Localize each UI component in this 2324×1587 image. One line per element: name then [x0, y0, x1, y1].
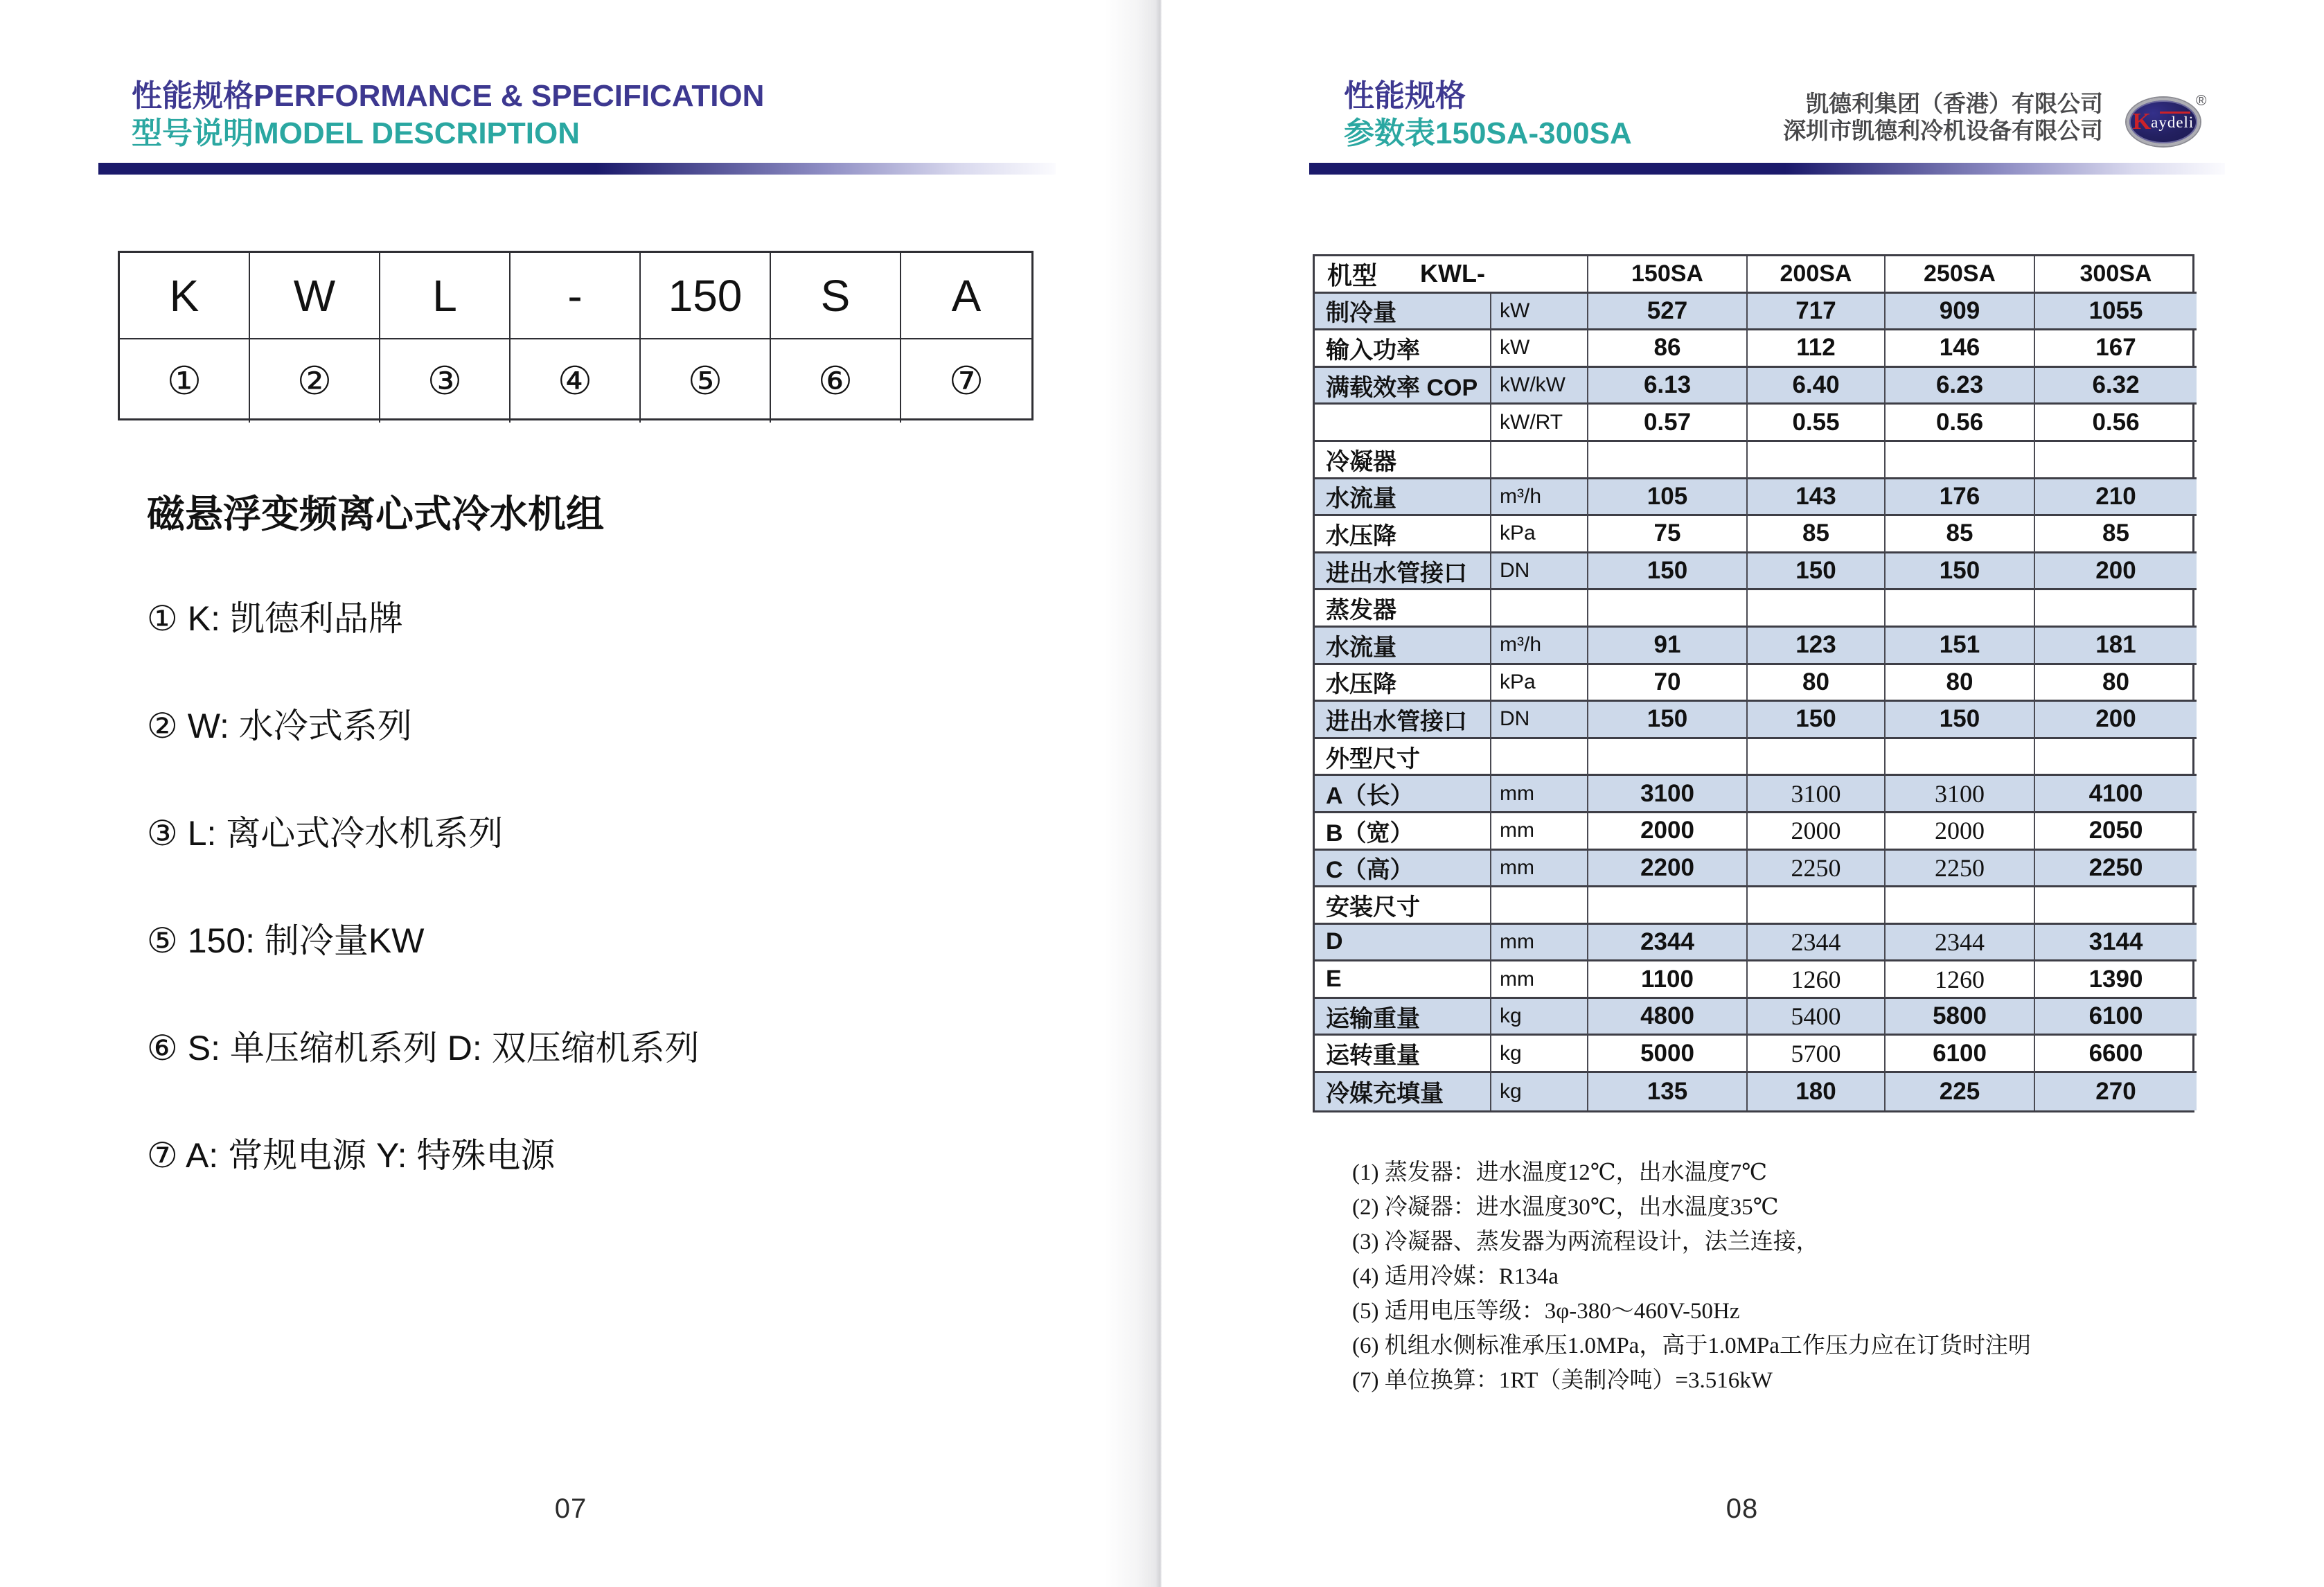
spec-value-cell: 80	[1748, 665, 1886, 702]
spec-value-cell	[1748, 590, 1886, 628]
spec-value-cell: 2200	[1588, 851, 1748, 888]
spec-row-label: 满载效率 COP	[1315, 368, 1491, 405]
spec-value-cell: 86	[1588, 330, 1748, 368]
spec-row-label: 冷媒充填量	[1315, 1073, 1491, 1110]
spec-row-unit: mm	[1491, 813, 1588, 851]
spec-value-cell: 4800	[1588, 999, 1748, 1036]
spec-value-cell: 150	[1588, 702, 1748, 739]
spec-value-cell: 75	[1588, 516, 1748, 553]
spec-value-cell: 2050	[2035, 813, 2197, 851]
spec-value-cell: 1260	[1886, 961, 2035, 999]
spec-row-label: E	[1315, 961, 1491, 999]
spec-value-cell: 3100	[1748, 776, 1886, 813]
model-code-cell: A	[901, 253, 1031, 339]
left-header-rule	[98, 163, 1056, 175]
spec-value-cell: 112	[1748, 330, 1886, 368]
spec-value-cell: 150	[1886, 702, 2035, 739]
spec-value-cell: 150	[1588, 553, 1748, 591]
spec-row-unit: mm	[1491, 961, 1588, 999]
spec-value-cell: 1100	[1588, 961, 1748, 999]
page-spine-divider	[1104, 0, 1164, 1587]
spec-row-unit	[1491, 442, 1588, 479]
spec-value-cell: 105	[1588, 479, 1748, 517]
model-index-cell: ⑦	[948, 359, 984, 402]
spec-value-cell: 2250	[1748, 851, 1886, 888]
spec-row-unit: kW/kW	[1491, 368, 1588, 405]
spec-value-cell: 3100	[1588, 776, 1748, 813]
spec-value-cell: 210	[2035, 479, 2197, 517]
spec-value-cell	[1588, 887, 1748, 925]
spec-row-unit	[1491, 590, 1588, 628]
left-header-line2: 型号说明MODEL DESCRIPTION	[132, 116, 580, 150]
kaydeli-logo	[2127, 98, 2200, 146]
spec-footnotes	[1352, 1155, 2280, 1398]
spec-value-cell	[1886, 590, 2035, 628]
spec-header-column: 150SA	[1588, 256, 1748, 294]
spec-row-label: 运转重量	[1315, 1036, 1491, 1073]
spec-row-label	[1315, 405, 1491, 442]
spec-value-cell: 200	[2035, 553, 2197, 591]
spec-value-cell: 6.23	[1886, 368, 2035, 405]
spec-row-label: D	[1315, 925, 1491, 962]
spec-value-cell: 2000	[1588, 813, 1748, 851]
spec-value-cell: 5700	[1748, 1036, 1886, 1073]
spec-value-cell	[1588, 590, 1748, 628]
spec-header-column: 200SA	[1748, 256, 1886, 294]
spec-value-cell: 167	[2035, 330, 2197, 368]
spec-row-label: 安装尺寸	[1315, 887, 1491, 925]
spec-value-cell: 2344	[1748, 925, 1886, 962]
spec-value-cell: 146	[1886, 330, 2035, 368]
spec-value-cell: 2344	[1886, 925, 2035, 962]
spec-value-cell: 6600	[2035, 1036, 2197, 1073]
spec-row-unit: mm	[1491, 851, 1588, 888]
model-description-item: ⑥ S: 单压缩机系列 D: 双压缩机系列	[147, 1029, 700, 1067]
spec-row-unit: kW	[1491, 330, 1588, 368]
spec-row-unit: kg	[1491, 999, 1588, 1036]
company-line2: 深圳市凯德利冷机设备有限公司	[1783, 118, 2103, 143]
spec-header-model-cell: 机型 KWL-	[1315, 256, 1588, 294]
spec-value-cell: 1055	[2035, 294, 2197, 331]
spec-value-cell: 717	[1748, 294, 1886, 331]
spec-value-cell	[2035, 887, 2197, 925]
model-code-cell: L	[380, 253, 511, 339]
spec-row-unit: mm	[1491, 776, 1588, 813]
spec-row-label: C（高）	[1315, 851, 1491, 888]
logo-letter-k: K	[2132, 109, 2152, 134]
spec-row-label: 输入功率	[1315, 330, 1491, 368]
spec-row-label: 水流量	[1315, 628, 1491, 665]
model-code-cell: -	[511, 253, 641, 339]
spec-value-cell: 85	[1886, 516, 2035, 553]
spec-row-unit: kg	[1491, 1036, 1588, 1073]
spec-value-cell: 3144	[2035, 925, 2197, 962]
spec-value-cell: 5800	[1886, 999, 2035, 1036]
spec-value-cell: 85	[1748, 516, 1886, 553]
spec-value-cell: 143	[1748, 479, 1886, 517]
footnote-line: (4) 适用冷媒：R134a	[1352, 1264, 1559, 1289]
spec-value-cell	[2035, 442, 2197, 479]
spec-value-cell: 2344	[1588, 925, 1748, 962]
spec-row-label: 进出水管接口	[1315, 553, 1491, 591]
model-code-table	[118, 251, 1034, 420]
spec-value-cell: 527	[1588, 294, 1748, 331]
spec-value-cell: 123	[1748, 628, 1886, 665]
spec-row-label: 水压降	[1315, 665, 1491, 702]
spec-value-cell: 0.56	[2035, 405, 2197, 442]
spec-value-cell: 91	[1588, 628, 1748, 665]
spec-value-cell: 0.55	[1748, 405, 1886, 442]
spec-value-cell: 135	[1588, 1073, 1748, 1110]
footnote-line: (5) 适用电压等级：3φ-380～460V-50Hz	[1352, 1299, 1740, 1324]
spec-value-cell	[1748, 739, 1886, 777]
spec-value-cell: 150	[1748, 553, 1886, 591]
right-header-line2: 参数表150SA-300SA	[1344, 116, 1632, 150]
left-page-number: 07	[554, 1493, 587, 1524]
spec-row-unit: kg	[1491, 1073, 1588, 1110]
spec-row-unit: m³/h	[1491, 628, 1588, 665]
spec-row-unit: kPa	[1491, 665, 1588, 702]
footnote-line: (6) 机组水侧标准承压1.0MPa，高于1.0MPa工作压力应在订货时注明	[1352, 1333, 2031, 1358]
spec-value-cell: 80	[2035, 665, 2197, 702]
spec-value-cell	[1588, 442, 1748, 479]
spec-value-cell: 270	[2035, 1073, 2197, 1110]
model-description-item: ⑦ A: 常规电源 Y: 特殊电源	[147, 1136, 556, 1175]
spec-value-cell: 1390	[2035, 961, 2197, 999]
spec-value-cell: 176	[1886, 479, 2035, 517]
left-header-line1: 性能规格PERFORMANCE & SPECIFICATION	[132, 79, 765, 113]
spec-value-cell: 1260	[1748, 961, 1886, 999]
model-description-item: ① K: 凯德利品牌	[147, 599, 403, 638]
company-name-block	[1662, 90, 2103, 144]
model-code-cell: W	[250, 253, 380, 339]
spec-value-cell: 909	[1886, 294, 2035, 331]
spec-row-unit: m³/h	[1491, 479, 1588, 517]
spec-value-cell: 150	[1886, 553, 2035, 591]
spec-value-cell: 2000	[1886, 813, 2035, 851]
model-index-cell: ⑤	[641, 339, 771, 423]
model-index-cell: ②	[250, 339, 380, 423]
spec-value-cell	[1886, 739, 2035, 777]
spec-row-label: 运输重量	[1315, 999, 1491, 1036]
spec-value-cell: 6100	[2035, 999, 2197, 1036]
spec-value-cell: 5400	[1748, 999, 1886, 1036]
spec-value-cell: 6100	[1886, 1036, 2035, 1073]
model-description-item: ② W: 水冷式系列	[147, 707, 412, 745]
spec-row-label: 水压降	[1315, 516, 1491, 553]
footnote-line: (7) 单位换算：1RT（美制冷吨）=3.516kW	[1352, 1368, 1773, 1393]
spec-row-label: 进出水管接口	[1315, 702, 1491, 739]
footnote-line: (3) 冷凝器、蒸发器为两流程设计，法兰连接，	[1352, 1230, 1819, 1254]
spec-row-label: 水流量	[1315, 479, 1491, 517]
spec-row-label: 制冷量	[1315, 294, 1491, 331]
spec-row-unit: kW	[1491, 294, 1588, 331]
spec-value-cell: 150	[1748, 702, 1886, 739]
model-code-cell: 150	[641, 253, 771, 339]
company-line1: 凯德利集团（香港）有限公司	[1806, 91, 2103, 116]
logo-text: aydeli	[2151, 113, 2194, 131]
spec-row-unit	[1491, 887, 1588, 925]
spec-value-cell: 85	[2035, 516, 2197, 553]
left-page-header	[132, 78, 764, 152]
spec-value-cell: 0.57	[1588, 405, 1748, 442]
right-header-line1: 性能规格	[1344, 79, 1466, 113]
spec-value-cell: 2250	[2035, 851, 2197, 888]
spec-row-label: 冷凝器	[1315, 442, 1491, 479]
spec-row-unit: DN	[1491, 702, 1588, 739]
spec-value-cell: 225	[1886, 1073, 2035, 1110]
spec-value-cell: 4100	[2035, 776, 2197, 813]
spec-value-cell: 3100	[1886, 776, 2035, 813]
model-description-item: ⑤ 150: 制冷量KW	[147, 921, 425, 960]
spec-value-cell	[1748, 887, 1886, 925]
model-description-item: ③ L: 离心式冷水机系列	[147, 814, 504, 853]
spec-value-cell: 180	[1748, 1073, 1886, 1110]
spec-row-unit: kPa	[1491, 516, 1588, 553]
spec-row-unit: DN	[1491, 553, 1588, 591]
spec-value-cell: 5000	[1588, 1036, 1748, 1073]
footnote-line: (2) 冷凝器：进水温度30℃，出水温度35℃	[1352, 1195, 1779, 1220]
spec-row-unit: mm	[1491, 925, 1588, 962]
spec-value-cell	[2035, 739, 2197, 777]
spec-value-cell	[1886, 887, 2035, 925]
right-page-header	[1344, 78, 1632, 152]
spec-value-cell: 2250	[1886, 851, 2035, 888]
model-index-cell: ①	[120, 339, 250, 423]
model-index-cell: ④	[511, 339, 641, 423]
spec-value-cell: 0.56	[1886, 405, 2035, 442]
spec-value-cell: 6.40	[1748, 368, 1886, 405]
spec-value-cell	[2035, 590, 2197, 628]
spec-row-label: A（长）	[1315, 776, 1491, 813]
model-code-cell: K	[120, 253, 250, 339]
logo-red-bar	[2160, 112, 2190, 114]
spec-value-cell: 6.32	[2035, 368, 2197, 405]
spec-value-cell: 2000	[1748, 813, 1886, 851]
model-description-items	[147, 591, 1089, 1178]
spec-row-label: B（宽）	[1315, 813, 1491, 851]
spec-table	[1313, 254, 2194, 1112]
spec-value-cell	[1588, 739, 1748, 777]
spec-header-column: 300SA	[2035, 256, 2197, 294]
spec-value-cell	[1748, 442, 1886, 479]
spec-value-cell: 70	[1588, 665, 1748, 702]
spec-value-cell	[1886, 442, 2035, 479]
spec-value-cell: 80	[1886, 665, 2035, 702]
footnote-line: (1) 蒸发器：进水温度12℃，出水温度7℃	[1352, 1160, 1768, 1185]
spec-value-cell: 151	[1886, 628, 2035, 665]
model-index-cell: ⑥	[771, 339, 901, 423]
spec-row-unit	[1491, 739, 1588, 777]
spec-row-label: 蒸发器	[1315, 590, 1491, 628]
model-description-block	[147, 484, 1089, 1235]
right-header-rule	[1309, 163, 2225, 175]
spec-row-unit: kW/RT	[1491, 405, 1588, 442]
model-index-cell: ③	[380, 339, 511, 423]
spec-value-cell: 181	[2035, 628, 2197, 665]
spec-value-cell: 6.13	[1588, 368, 1748, 405]
right-page-number: 08	[1726, 1493, 1759, 1524]
spec-row-label: 外型尺寸	[1315, 739, 1491, 777]
model-description-title: 磁悬浮变频离心式冷水机组	[147, 493, 605, 535]
spec-value-cell: 200	[2035, 702, 2197, 739]
spec-header-column: 250SA	[1886, 256, 2035, 294]
model-code-cell: S	[771, 253, 901, 339]
registered-trademark-icon: ®	[2196, 93, 2207, 109]
